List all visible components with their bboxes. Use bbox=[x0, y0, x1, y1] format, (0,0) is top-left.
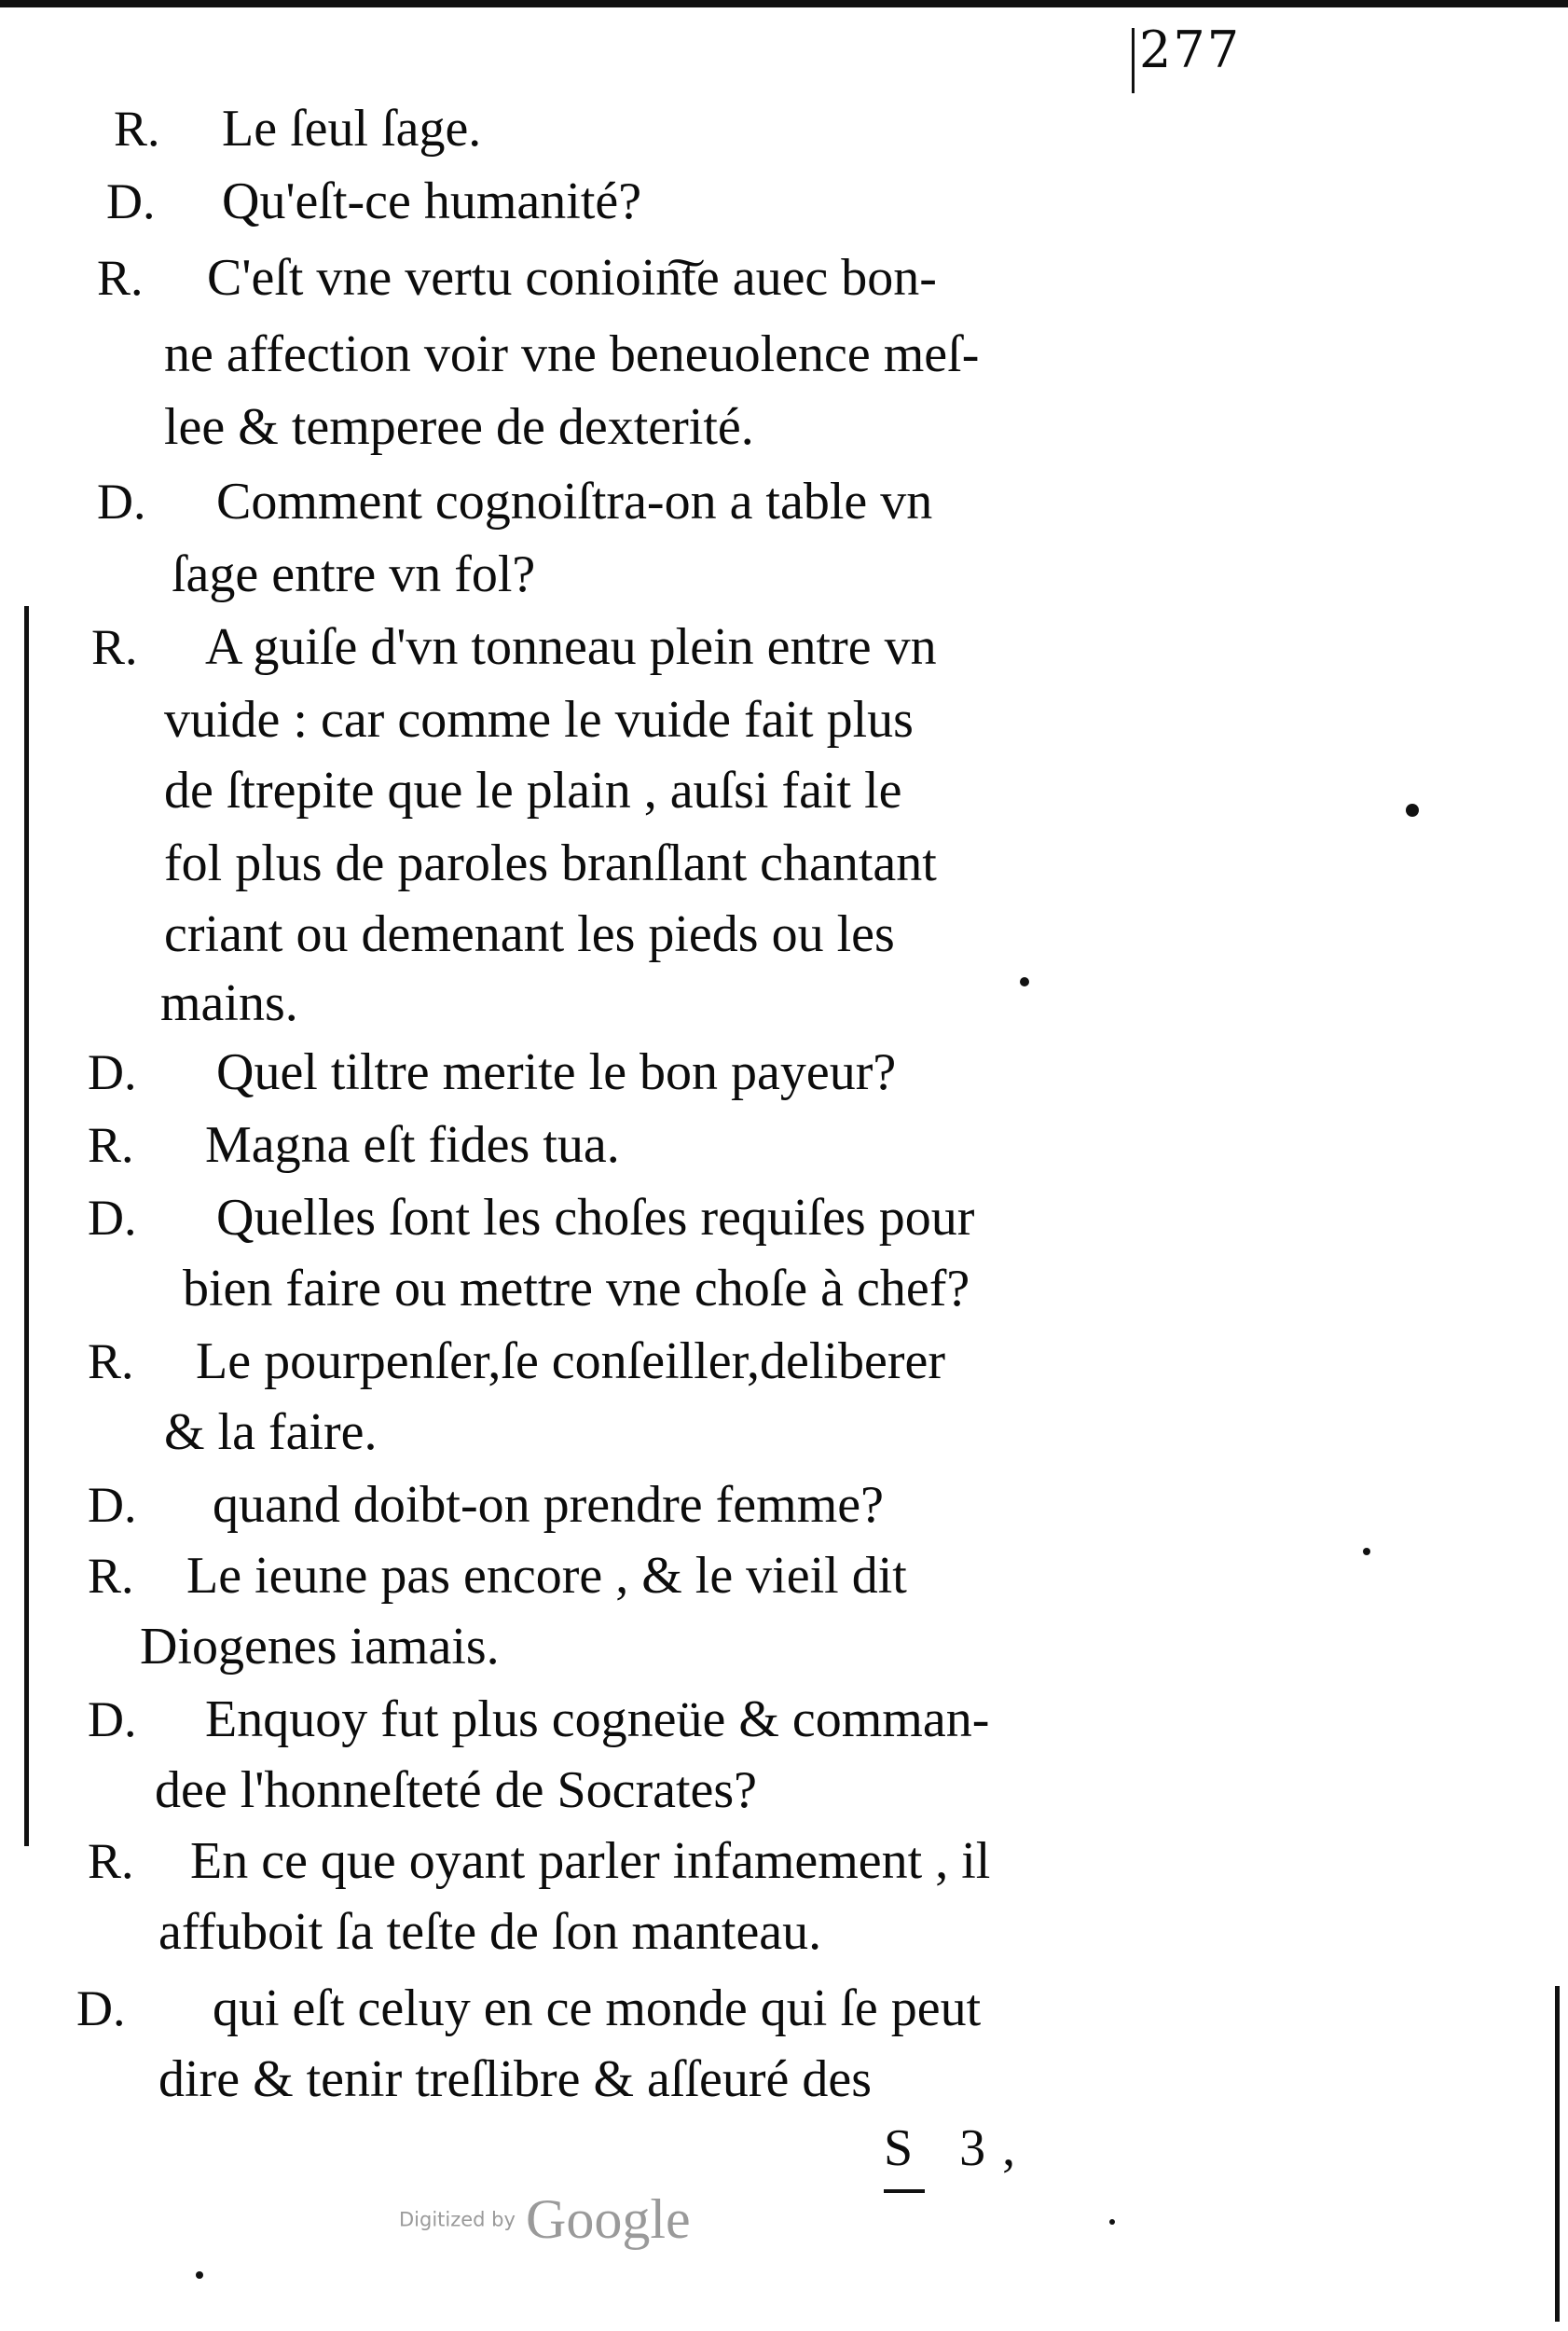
line-text: C'eſt vne vertu conioin͠te auec bon- bbox=[207, 249, 937, 307]
line-marker: D. bbox=[76, 1980, 126, 2036]
line-text: criant ou demenant les pieds ou les bbox=[164, 905, 895, 963]
line-text: dee l'honneſteté de Socrates? bbox=[155, 1761, 758, 1819]
digitized-watermark bbox=[399, 2187, 691, 2252]
line-text: Enquoy fut plus cogneüe & comman- bbox=[205, 1690, 990, 1748]
watermark-brand: Google bbox=[526, 2188, 691, 2250]
scan-left-gutter-line bbox=[24, 606, 29, 1846]
line-marker: R. bbox=[88, 1833, 134, 1889]
line-text: qui eſt celuy en ce monde qui ſe peut bbox=[213, 1979, 982, 2037]
line-marker: R. bbox=[91, 619, 138, 675]
scan-top-edge bbox=[0, 0, 1568, 7]
line-text: Le pourpenſer,ſe conſeiller,deliberer bbox=[196, 1332, 945, 1390]
line-text: quand doibt-on prendre femme? bbox=[213, 1476, 884, 1534]
line-marker: R. bbox=[114, 101, 160, 157]
line-text: & la faire. bbox=[164, 1403, 378, 1461]
line-text: vuide : car comme le vuide fait plus bbox=[164, 691, 914, 749]
scan-right-gutter-line bbox=[1555, 1986, 1560, 2322]
line-text: Quel tiltre merite le bon payeur? bbox=[216, 1043, 897, 1101]
line-text: ſage entre vn fol? bbox=[172, 545, 536, 603]
scan-speck bbox=[1363, 1548, 1370, 1555]
line-text: Magna eſt fides tua. bbox=[205, 1116, 620, 1174]
line-marker: D. bbox=[88, 1190, 137, 1246]
line-marker: D. bbox=[88, 1477, 137, 1533]
line-text: A guiſe d'vn tonneau plein entre vn bbox=[205, 618, 937, 676]
line-text: Comment cognoiſtra-on a table vn bbox=[216, 473, 933, 531]
signature-mark: S 3, bbox=[884, 2119, 1033, 2177]
line-marker: R. bbox=[97, 250, 144, 306]
line-text: de ſtrepite que le plain , auſsi fait le bbox=[164, 762, 902, 820]
line-marker: D. bbox=[88, 1044, 137, 1100]
line-text: ne affection voir vne beneuolence meſ- bbox=[164, 325, 980, 383]
scan-speck bbox=[196, 2271, 203, 2279]
line-marker: R. bbox=[88, 1117, 134, 1173]
scan-speck bbox=[1109, 2219, 1115, 2225]
line-text: lee & temperee de dexterité. bbox=[164, 398, 754, 456]
line-text: Qu'eſt-ce humanité? bbox=[222, 172, 642, 230]
line-marker: D. bbox=[106, 173, 156, 229]
line-text: Quelles ſont les choſes requiſes pour bbox=[216, 1189, 975, 1247]
line-text: Le ſeul ſage. bbox=[222, 100, 482, 158]
line-text: affuboit ſa teſte de ſon manteau. bbox=[158, 1903, 822, 1961]
line-text: fol plus de paroles branſlant chantant bbox=[164, 834, 937, 892]
line-marker: R. bbox=[88, 1548, 134, 1604]
scan-speck bbox=[1406, 804, 1419, 817]
watermark-prefix: Digitized by bbox=[399, 2208, 516, 2231]
line-text: Le ieune pas encore , & le vieil dit bbox=[186, 1547, 907, 1605]
line-text: mains. bbox=[160, 974, 298, 1032]
line-marker: D. bbox=[97, 474, 146, 530]
scan-speck bbox=[1020, 977, 1029, 986]
line-marker: D. bbox=[88, 1691, 137, 1747]
line-text: bien faire ou mettre vne choſe à chef? bbox=[183, 1260, 970, 1317]
page-number: 277 bbox=[1139, 21, 1242, 79]
line-text: En ce que oyant parler infamement , il bbox=[190, 1832, 991, 1890]
line-text: Diogenes iamais. bbox=[140, 1618, 500, 1676]
line-text: dire & tenir treſlibre & aſſeuré des bbox=[158, 2050, 873, 2108]
line-marker: R. bbox=[88, 1333, 134, 1389]
